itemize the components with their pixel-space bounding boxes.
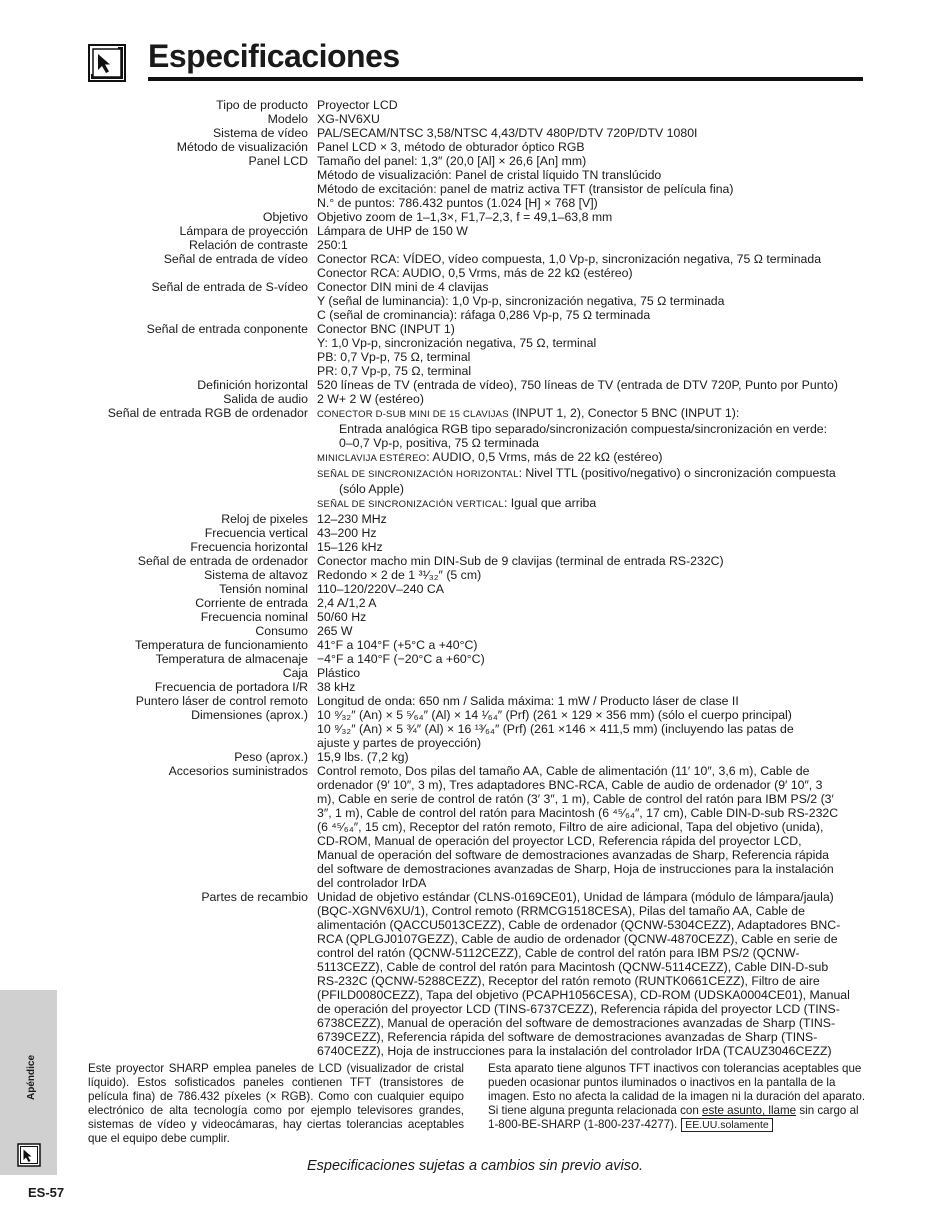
spec-row (60, 406, 870, 512)
spec-label: Peso (aprox.) (234, 750, 308, 764)
spec-values (317, 694, 870, 708)
spec-label: Caja (282, 666, 308, 680)
spec-values (317, 392, 870, 406)
spec-row (60, 680, 870, 694)
spec-value-line (317, 422, 870, 436)
spec-value-text: 12–230 MHz (317, 512, 387, 526)
spec-value-text: Conector RCA: VÍDEO, vídeo compuesta, 1,0 Vp-p, sincronización negativa, 75 Ω terminada (317, 252, 822, 266)
spec-value-text: RCA (QPLGJ0107GEZZ), Cable de audio de ordenador (QCNW-4870CEZZ), Cable en serie de (317, 932, 838, 946)
spec-value-text: 6738CEZZ), Manual de operación del software de demostraciones avanzadas de Sharp (TINS- (317, 1016, 836, 1030)
spec-value-line (317, 364, 870, 378)
spec-row (60, 638, 870, 652)
spec-value-text: 6740CEZZ), Hoja de instrucciones para la instalación del controlador IrDA (TCAUZ3046CEZZ) (317, 1044, 832, 1058)
spec-value-text: Método de visualización: Panel de cristal líquido TN translúcido (317, 168, 662, 182)
spec-value-text: Y: 1,0 Vp-p, sincronización negativa, 75 Ω, terminal (317, 336, 597, 350)
spec-value-text: Conector RCA: AUDIO, 0,5 Vrms, más de 22 kΩ (estéreo) (317, 266, 633, 280)
spec-value-line (317, 436, 870, 450)
spec-values (317, 680, 870, 694)
spec-value-line (317, 378, 870, 392)
spec-value-line (317, 1030, 870, 1044)
spec-value-line (317, 308, 870, 322)
spec-row (60, 140, 870, 154)
spec-value-text: RS-232C (QCNW-5288CEZZ), Receptor del ratón remoto (RUNTK0661CEZZ), Filtro de aire (317, 974, 820, 988)
spec-value-text: 520 líneas de TV (entrada de vídeo), 750 líneas de TV (entrada de DTV 720P, Punto por Punto) (317, 378, 838, 392)
spec-value-line (317, 960, 870, 974)
spec-values (317, 512, 870, 526)
spec-label: Frecuencia nominal (200, 610, 308, 624)
spec-value-line (317, 764, 870, 778)
side-tab-label: Apéndice (26, 1054, 37, 1100)
spec-value-line (317, 1044, 870, 1058)
spec-value-line (317, 350, 870, 364)
spec-connector-name: MINICLAVIJA ESTÉREO (317, 453, 427, 464)
spec-value-text: (BQC-XGNV6XU/1), Control remoto (RRMCG1518CESA), Pilas del tamaño AA, Cable de (317, 904, 805, 918)
spec-row (60, 280, 870, 322)
spec-values (317, 610, 870, 624)
spec-value-text: Conector BNC (INPUT 1) (317, 322, 455, 336)
spec-connector-name: SEÑAL DE SINCRONIZACIÓN VERTICAL (317, 499, 504, 510)
spec-value-text: (6 ⁴⁵⁄₆₄″, 15 cm), Receptor del ratón remoto, Filtro de aire adicional, Tapa del objetivo (unida), (317, 820, 824, 834)
spec-values (317, 890, 870, 1058)
spec-value-line (317, 496, 870, 512)
spec-value-line (317, 596, 870, 610)
spec-label: Dimensiones (aprox.) (191, 708, 308, 722)
spec-value-text: (PFILD0080CEZZ), Tapa del objetivo (PCAPH1056CESA), CD-ROM (UDSKA0004CE01), Manual (317, 988, 850, 1002)
spec-value-line (317, 126, 870, 140)
spec-values (317, 126, 870, 140)
spec-value-line (317, 736, 870, 750)
spec-row (60, 568, 870, 582)
spec-value-text: Y (señal de luminancia): 1,0 Vp-p, sincronización negativa, 75 Ω terminada (317, 294, 725, 308)
spec-label: Panel LCD (248, 154, 308, 168)
spec-value-line (317, 638, 870, 652)
spec-value-line (317, 322, 870, 336)
spec-value-line (317, 624, 870, 638)
spec-table (60, 98, 870, 1058)
spec-label: Reloj de pixeles (221, 512, 308, 526)
spec-row (60, 98, 870, 112)
spec-values (317, 764, 870, 890)
spec-value-text: 41°F a 104°F (+5°C a +40°C) (317, 638, 478, 652)
spec-value-line (317, 820, 870, 834)
spec-value-text: 50/60 Hz (317, 610, 367, 624)
spec-label: Temperatura de funcionamiento (135, 638, 308, 652)
spec-values (317, 224, 870, 238)
spec-values (317, 638, 870, 652)
spec-row (60, 708, 870, 750)
spec-values (317, 238, 870, 252)
cursor-icon (17, 1143, 41, 1167)
spec-value-text: Entrada analógica RGB tipo separado/sincronización compuesta/sincronización en verde: (339, 422, 828, 436)
spec-label: Objetivo (262, 210, 308, 224)
spec-value-text: Unidad de objetivo estándar (CLNS-0169CE01), Unidad de lámpara (módulo de lámpara/jaula) (317, 890, 834, 904)
spec-value-text: (INPUT 1, 2), Conector 5 BNC (INPUT 1): (508, 406, 740, 420)
spec-value-line (317, 466, 870, 482)
spec-value-text: 15–126 kHz (317, 540, 383, 554)
spec-value-line (317, 848, 870, 862)
spec-value-text: Proyector LCD (317, 98, 398, 112)
spec-label: Frecuencia horizontal (190, 540, 308, 554)
spec-label: Temperatura de almacenaje (155, 652, 308, 666)
spec-label: Relación de contraste (189, 238, 308, 252)
spec-value-line (317, 168, 870, 182)
spec-values (317, 280, 870, 322)
spec-value-text: C (señal de crominancia): ráfaga 0,286 Vp-p, 75 Ω terminada (317, 308, 651, 322)
spec-value-text: (sólo Apple) (339, 482, 404, 496)
spec-value-text: : AUDIO, 0,5 Vrms, más de 22 kΩ (estéreo) (426, 450, 663, 464)
spec-value-line (317, 876, 870, 890)
spec-value-line (317, 568, 870, 582)
spec-row (60, 392, 870, 406)
spec-label: Señal de entrada de ordenador (137, 554, 308, 568)
spec-values (317, 554, 870, 568)
spec-row (60, 554, 870, 568)
spec-value-text: PAL/SECAM/NTSC 3,58/NTSC 4,43/DTV 480P/DTV 720P/DTV 1080I (317, 126, 698, 140)
spec-value-line (317, 722, 870, 736)
spec-label: Accesorios suministrados (168, 764, 308, 778)
spec-value-line (317, 974, 870, 988)
spec-value-line (317, 792, 870, 806)
spec-values (317, 140, 870, 154)
spec-value-text: 3″, 1 m), Cable de control del ratón para Macintosh (6 ⁴⁵⁄₆₄″, 17 cm), Cable DIN-D-sub RS-232C (317, 806, 839, 820)
spec-connector-name: CONECTOR D-SUB MINI DE 15 CLAVIJAS (317, 409, 509, 420)
spec-value-line (317, 392, 870, 406)
spec-values (317, 652, 870, 666)
spec-value-line (317, 750, 870, 764)
spec-label: Partes de recambio (201, 890, 308, 904)
spec-value-line (317, 210, 870, 224)
spec-row (60, 378, 870, 392)
spec-value-text: 0–0,7 Vp-p, positiva, 75 Ω terminada (339, 436, 539, 450)
spec-value-text: ordenador (9′ 10″, 3 m), Tres adaptadores BNC-RCA, Cable de audio de ordenador (9′ 10″, 3 (317, 778, 823, 792)
spec-row (60, 252, 870, 280)
spec-values (317, 624, 870, 638)
spec-value-text: Conector DIN mini de 4 clavijas (317, 280, 489, 294)
spec-value-text: N.° de puntos: 786.432 puntos (1.024 [H] × 768 [V]) (317, 196, 598, 210)
spec-value-text: 110–120/220V–240 CA (317, 582, 444, 596)
contact-link-text: este asunto, llame (702, 1104, 797, 1117)
spec-value-text: 2 W+ 2 W (estéreo) (317, 392, 424, 406)
spec-label: Frecuencia de portadora I/R (154, 680, 308, 694)
spec-row (60, 652, 870, 666)
spec-row (60, 210, 870, 224)
spec-value-line (317, 512, 870, 526)
spec-label: Método de visualización (176, 140, 308, 154)
page-title: Especificaciones (148, 38, 400, 74)
spec-value-line (317, 1016, 870, 1030)
spec-values (317, 154, 870, 210)
spec-value-line (317, 834, 870, 848)
spec-value-line (317, 918, 870, 932)
spec-value-line (317, 182, 870, 196)
spec-value-text: PB: 0,7 Vp-p, 75 Ω, terminal (317, 350, 471, 364)
spec-value-text: Control remoto, Dos pilas del tamaño AA, Cable de alimentación (11′ 10″, 3,6 m), Cable de (317, 764, 810, 778)
spec-value-text: Longitud de onda: 650 nm / Salida máxima: 1 mW / Producto láser de clase II (317, 694, 739, 708)
spec-row (60, 540, 870, 554)
spec-value-text: CD-ROM, Manual de operación del proyector LCD, Referencia rápida del proyector LCD, (317, 834, 802, 848)
spec-label: Modelo (267, 112, 308, 126)
spec-value-line (317, 610, 870, 624)
spec-values (317, 112, 870, 126)
spec-value-text: Panel LCD × 3, método de obturador óptico RGB (317, 140, 585, 154)
spec-value-line (317, 252, 870, 266)
spec-row (60, 694, 870, 708)
spec-row (60, 154, 870, 210)
spec-value-text: 10 ⁹⁄₃₂″ (An) × 5 ⁵⁄₆₄″ (Al) × 14 ¹⁄₆₄″ (Prf) (261 × 129 × 356 mm) (sólo el cuerpo principal) (317, 708, 792, 722)
spec-value-line (317, 666, 870, 680)
spec-values (317, 708, 870, 750)
spec-value-line (317, 862, 870, 876)
spec-row (60, 512, 870, 526)
spec-value-text: PR: 0,7 Vp-p, 75 Ω, terminal (317, 364, 472, 378)
spec-values (317, 540, 870, 554)
spec-value-line (317, 98, 870, 112)
spec-value-line (317, 112, 870, 126)
spec-value-line (317, 336, 870, 350)
spec-value-line (317, 806, 870, 820)
spec-value-text: : Nivel TTL (positivo/negativo) o sincronización compuesta (518, 466, 836, 480)
spec-value-text: Manual de operación del software de demostraciones avanzadas de Sharp, Referencia rápida (317, 848, 830, 862)
spec-value-line (317, 224, 870, 238)
spec-label: Tipo de producto (216, 98, 308, 112)
spec-values (317, 406, 870, 512)
spec-values (317, 582, 870, 596)
spec-value-text: m), Cable en serie de control de ratón (3′ 3″, 1 m), Cable de control del ratón para IBM PS/2 (3′ (317, 792, 834, 806)
contact-text-end: sin cargo al 1-800-BE-SHARP (1-800-237-4277). (488, 1104, 859, 1131)
contact-text-start: Si tiene alguna pregunta relacionada con (488, 1104, 702, 1117)
spec-label: Frecuencia vertical (204, 526, 308, 540)
spec-row (60, 526, 870, 540)
spec-row (60, 624, 870, 638)
spec-label: Señal de entrada conponente (146, 322, 308, 336)
spec-label: Salida de audio (223, 392, 308, 406)
spec-label: Sistema de vídeo (212, 126, 308, 140)
spec-values (317, 252, 870, 280)
spec-value-text: 6739CEZZ), Referencia rápida del software de demostraciones avanzadas de Sharp (TINS- (317, 1030, 818, 1044)
spec-label: Tensión nominal (219, 582, 308, 596)
spec-value-text: Lámpara de UHP de 150 W (317, 224, 468, 238)
spec-row (60, 224, 870, 238)
title-rule (148, 77, 863, 81)
spec-value-line (317, 482, 870, 496)
spec-value-line (317, 140, 870, 154)
spec-value-text: 10 ⁹⁄₃₂″ (An) × 5 ¾″ (Al) × 16 ¹³⁄₆₄″ (Prf) (261 ×146 × 411,5 mm) (incluyendo las patas de (317, 722, 794, 736)
spec-row (60, 764, 870, 890)
spec-value-text: alimentación (QACCU5013CEZZ), Cable de ordenador (QCNW-5304CEZZ), Adaptadores BNC- (317, 918, 841, 932)
spec-label: Corriente de entrada (195, 596, 308, 610)
spec-value-line (317, 932, 870, 946)
spec-row (60, 126, 870, 140)
spec-value-text: de operación del proyector LCD (TINS-6737CEZZ), Referencia rápida del proyector LCD (TINS- (317, 1002, 840, 1016)
spec-value-line (317, 554, 870, 568)
spec-value-line (317, 652, 870, 666)
spec-row (60, 610, 870, 624)
note-tft-tolerance (488, 1062, 866, 1132)
cursor-icon (88, 44, 126, 82)
spec-value-text: 38 kHz (317, 680, 356, 694)
note-right-paragraph: Esta aparato tiene algunos TFT inactivos con tolerancias aceptables que pueden ocasionar puntos iluminados o inactivos en la pantalla de la imagen. Esto no afecta la calidad de la imagen ni la duración del aparato. (488, 1062, 866, 1103)
spec-value-line (317, 904, 870, 918)
spec-label: Lámpara de proyección (179, 224, 308, 238)
spec-value-text: Tamaño del panel: 1,3″ (20,0 [Al] × 26,6 [An] mm) (317, 154, 587, 168)
spec-values (317, 568, 870, 582)
spec-value-text: −4°F a 140°F (−20°C a +60°C) (317, 652, 485, 666)
spec-value-text: 5113CEZZ), Cable de control del ratón para Macintosh (QCNW-5114CEZZ), Cable DIN-D-sub (317, 960, 829, 974)
spec-value-line (317, 294, 870, 308)
spec-values (317, 526, 870, 540)
spec-label: Puntero láser de control remoto (135, 694, 308, 708)
spec-values (317, 750, 870, 764)
spec-value-line (317, 778, 870, 792)
spec-row (60, 238, 870, 252)
spec-values (317, 322, 870, 378)
spec-value-text: del controlador IrDA (317, 876, 427, 890)
spec-value-text: 250:1 (317, 238, 348, 252)
spec-value-text: control del ratón (QCNW-5112CEZZ), Cable de control del ratón para IBM PS/2 (QCNW- (317, 946, 800, 960)
footer-notice: Especificaciones sujetas a cambios sin previo aviso. (306, 1158, 644, 1174)
spec-values (317, 596, 870, 610)
spec-row (60, 322, 870, 378)
spec-value-line (317, 680, 870, 694)
spec-value-line (317, 1002, 870, 1016)
spec-row (60, 582, 870, 596)
spec-value-line (317, 406, 870, 422)
spec-value-text: 265 W (317, 624, 353, 638)
spec-row (60, 890, 870, 1058)
spec-value-line (317, 694, 870, 708)
spec-value-line (317, 890, 870, 904)
spec-value-text: 15,9 lbs. (7,2 kg) (317, 750, 409, 764)
spec-value-text: Plástico (317, 666, 361, 680)
us-only-badge: EE.UU.solamente (681, 1118, 772, 1132)
spec-value-line (317, 154, 870, 168)
spec-value-text: Conector macho min DIN-Sub de 9 clavijas (terminal de entrada RS-232C) (317, 554, 724, 568)
note-contact-paragraph (488, 1104, 866, 1132)
spec-value-text: 43–200 Hz (317, 526, 377, 540)
page-number: ES-57 (28, 1185, 65, 1200)
spec-value-text: del software de demostraciones avanzadas de Sharp, Hoja de instrucciones para la instalación (317, 862, 834, 876)
spec-values (317, 666, 870, 680)
spec-value-line (317, 582, 870, 596)
spec-value-text: ajuste y partes de proyección) (317, 736, 482, 750)
spec-value-line (317, 238, 870, 252)
spec-row (60, 750, 870, 764)
note-lcd-panels: Este proyector SHARP emplea paneles de LCD (visualizador de cristal líquido). Estos sofisticados paneles contienen TFT (transistores de película fina) de 786.432 píxeles (× RGB). Como con cualquier equipo electrónico de alta tecnología como por ejemplo televisores grandes, sistemas de vídeo y videocámaras, hay ciertas tolerancias aceptables que el equipo debe cumplir. (88, 1062, 464, 1145)
spec-value-text: 2,4 A/1,2 A (317, 596, 377, 610)
spec-value-line (317, 266, 870, 280)
spec-label: Señal de entrada de S-vídeo (151, 280, 308, 294)
spec-value-line (317, 946, 870, 960)
spec-connector-name: SEÑAL DE SINCRONIZACIÓN HORIZONTAL (317, 469, 519, 480)
spec-value-line (317, 450, 870, 466)
spec-label: Consumo (255, 624, 308, 638)
spec-label: Señal de entrada RGB de ordenador (107, 406, 308, 420)
spec-value-line (317, 988, 870, 1002)
spec-value-line (317, 708, 870, 722)
spec-value-line (317, 526, 870, 540)
spec-value-text: Objetivo zoom de 1–1,3×, F1,7–2,3, f = 49,1–63,8 mm (317, 210, 613, 224)
spec-value-text: Método de excitación: panel de matriz activa TFT (transistor de película fina) (317, 182, 734, 196)
spec-value-line (317, 196, 870, 210)
spec-label: Definición horizontal (197, 378, 308, 392)
spec-value-line (317, 540, 870, 554)
spec-values (317, 98, 870, 112)
spec-value-text: XG-NV6XU (317, 112, 380, 126)
spec-value-text: Redondo × 2 de 1 ³¹⁄₃₂″ (5 cm) (317, 568, 482, 582)
spec-value-line (317, 280, 870, 294)
spec-label: Sistema de altavoz (204, 568, 308, 582)
spec-values (317, 210, 870, 224)
page-header (88, 40, 863, 84)
spec-row (60, 112, 870, 126)
spec-row (60, 666, 870, 680)
spec-value-text: : Igual que arriba (503, 496, 597, 510)
spec-values (317, 378, 870, 392)
spec-row (60, 596, 870, 610)
spec-label: Señal de entrada de vídeo (163, 252, 308, 266)
